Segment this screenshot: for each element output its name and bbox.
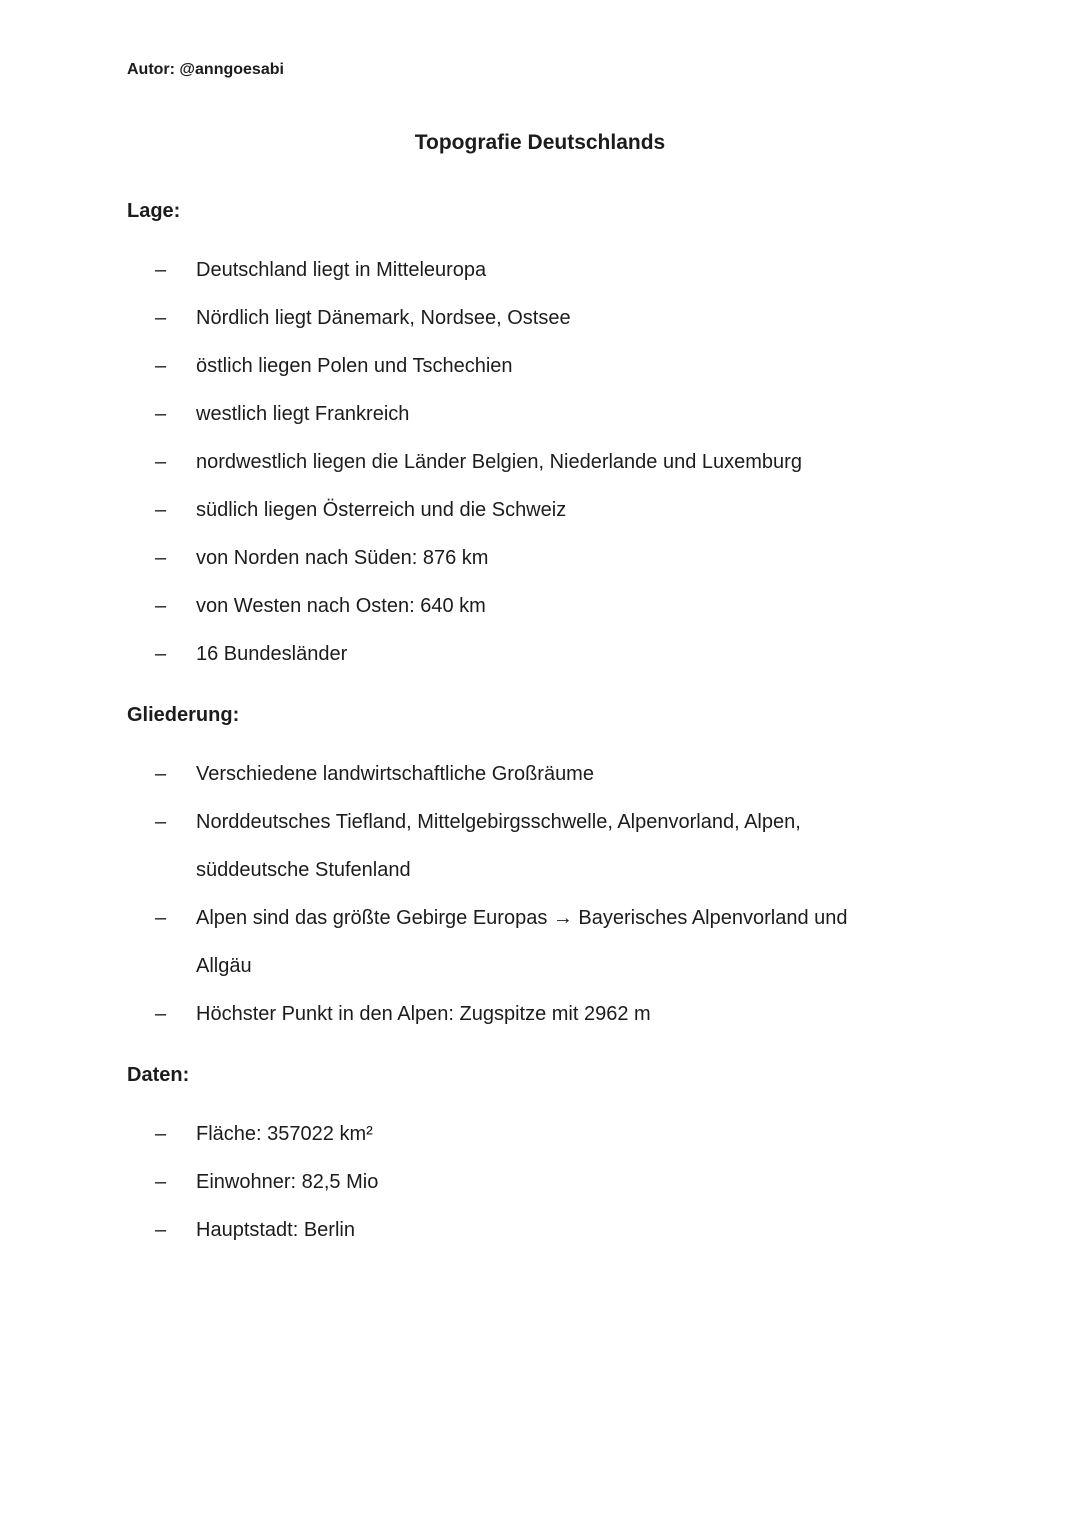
list-item [127, 1206, 953, 1254]
list-item-text: Nördlich liegt Dänemark, Nordsee, Ostsee [196, 307, 571, 329]
list-item [127, 1110, 953, 1158]
list-item [127, 990, 953, 1038]
list-item [127, 846, 953, 894]
list-item-text: Alpen sind das größte Gebirge Europas → Bayerisches Alpenvorland und [196, 907, 848, 929]
list-item-text: westlich liegt Frankreich [196, 403, 410, 425]
list-item-text: nordwestlich liegen die Länder Belgien, Niederlande und Luxemburg [196, 451, 802, 473]
list-item [127, 1158, 953, 1206]
list-item-text: Einwohner: 82,5 Mio [196, 1171, 379, 1193]
list-item-text: Fläche: 357022 km² [196, 1123, 373, 1145]
list-item-text: Hauptstadt: Berlin [196, 1219, 355, 1241]
document-section [127, 197, 953, 678]
document-section [127, 1061, 953, 1254]
dash-bullet-marker: – [155, 1003, 167, 1025]
dash-bullet-marker: – [155, 643, 167, 665]
dash-bullet-marker: – [155, 1123, 167, 1145]
list-item-text: Deutschland liegt in Mitteleuropa [196, 259, 487, 281]
list-item-text: von Westen nach Osten: 640 km [196, 595, 486, 617]
list-item-text: östlich liegen Polen und Tschechien [196, 355, 513, 377]
dash-bullet-marker: – [155, 811, 167, 833]
section-heading: Lage: [127, 200, 181, 222]
dash-bullet-marker: – [155, 355, 167, 377]
dash-bullet-marker: – [155, 307, 167, 329]
list-item [127, 438, 953, 486]
list-item-text: süddeutsche Stufenland [196, 859, 411, 881]
list-item [127, 486, 953, 534]
dash-bullet-marker: – [155, 451, 167, 473]
dash-bullet-marker: – [155, 499, 167, 521]
list-item [127, 894, 953, 942]
dash-bullet-marker: – [155, 907, 167, 929]
list-item [127, 750, 953, 798]
list-item-text: Allgäu [196, 955, 252, 977]
list-item [127, 534, 953, 582]
dash-bullet-marker: – [155, 595, 167, 617]
list-item [127, 342, 953, 390]
author-line: Autor: @anngoesabi [127, 61, 284, 78]
bullet-list [127, 246, 953, 678]
list-item [127, 246, 953, 294]
section-heading: Gliederung: [127, 704, 240, 726]
dash-bullet-marker: – [155, 1171, 167, 1193]
list-item [127, 798, 953, 846]
dash-bullet-marker: – [155, 1219, 167, 1241]
bullet-list [127, 750, 953, 1038]
document-section [127, 701, 953, 1038]
dash-bullet-marker: – [155, 403, 167, 425]
dash-bullet-marker: – [155, 547, 167, 569]
list-item [127, 582, 953, 630]
list-item [127, 390, 953, 438]
sections-container [127, 197, 953, 1254]
page-title: Topografie Deutschlands [414, 131, 666, 154]
list-item-text: Verschiedene landwirtschaftliche Großräume [196, 763, 594, 785]
list-item [127, 942, 953, 990]
list-item-text: Norddeutsches Tiefland, Mittelgebirgsschwelle, Alpenvorland, Alpen, [196, 811, 801, 833]
bullet-list [127, 1110, 953, 1254]
dash-bullet-marker: – [155, 259, 167, 281]
list-item-text: südlich liegen Österreich und die Schweiz [196, 499, 567, 521]
list-item-text: 16 Bundesländer [196, 643, 348, 665]
section-heading: Daten: [127, 1064, 190, 1086]
list-item [127, 630, 953, 678]
dash-bullet-marker: – [155, 763, 167, 785]
list-item-text: Höchster Punkt in den Alpen: Zugspitze mit 2962 m [196, 1003, 651, 1025]
list-item-text: von Norden nach Süden: 876 km [196, 547, 489, 569]
list-item [127, 294, 953, 342]
